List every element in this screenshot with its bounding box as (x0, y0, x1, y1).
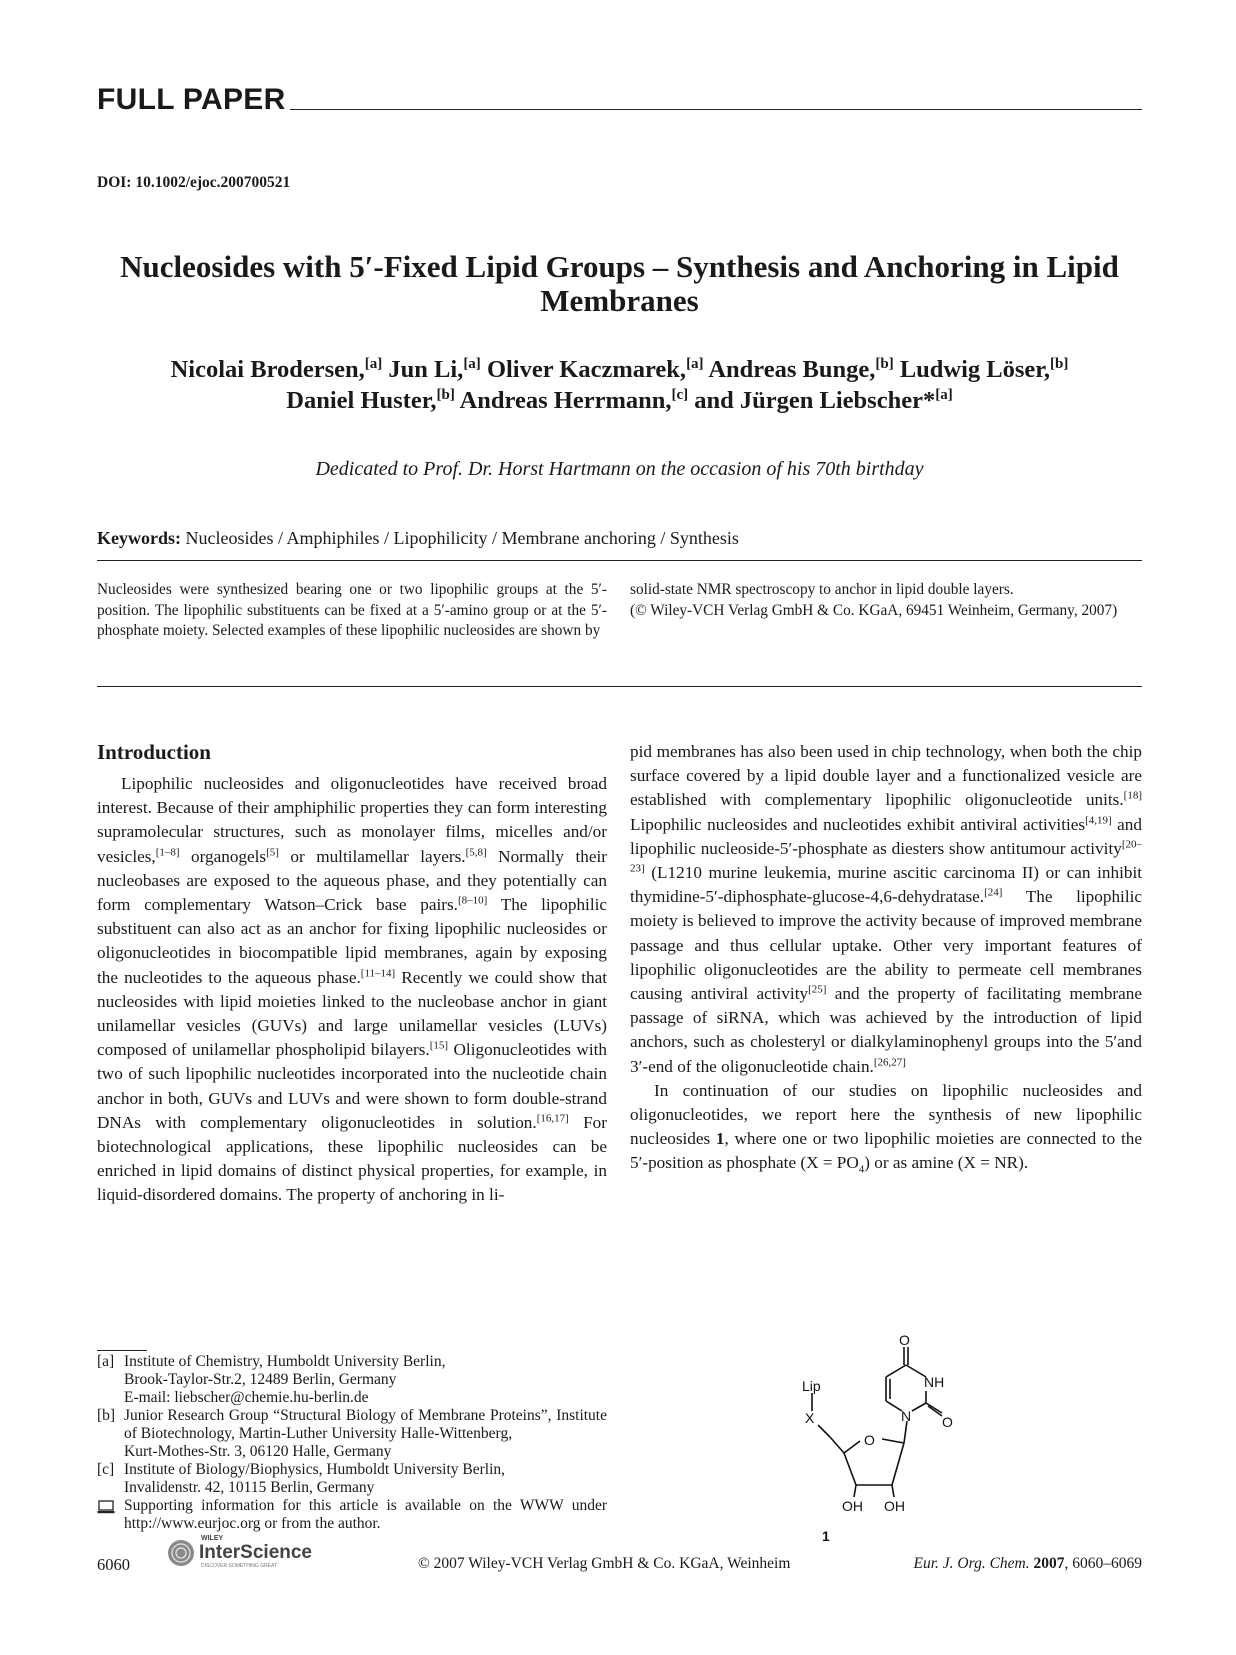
atom-label: O (942, 1414, 953, 1430)
atom-label: O (899, 1332, 910, 1348)
dedication: Dedicated to Prof. Dr. Horst Hartmann on the occasion of his 70th birthday (315, 458, 924, 480)
abstract-right (630, 580, 1142, 621)
compound-label: 1 (822, 1528, 830, 1544)
bond (892, 1485, 894, 1497)
abstract-rule (97, 686, 1142, 687)
keywords-label: Keywords: (97, 528, 181, 548)
bond (882, 1439, 904, 1443)
author-affiliation-mark: [a] (935, 386, 953, 403)
journal-name: Eur. J. Org. Chem. (913, 1555, 1030, 1572)
computer-icon (97, 1500, 115, 1514)
footnote-line: Junior Research Group “Structural Biology of Membrane Proteins”, Institute of Biotechnology, Martin-Luther University Halle-Wittenberg, (124, 1407, 607, 1442)
citation-ref: [18] (1123, 789, 1142, 802)
atom-label: O (864, 1432, 875, 1448)
citation-ref: [24] (984, 886, 1003, 899)
author-affiliation-mark: [a] (686, 355, 704, 372)
footnote-mark: [c] (97, 1461, 115, 1478)
footnote-mark: [b] (97, 1407, 116, 1424)
atom-label: NH (924, 1374, 945, 1390)
bond (926, 1403, 942, 1413)
citation-ref: [1–8] (155, 845, 180, 858)
bond (818, 1425, 830, 1437)
citation-ref: [15] (429, 1039, 449, 1052)
citation-ref: [5,8] (465, 845, 487, 858)
author-name: Ludwig Löser, (899, 356, 1051, 383)
citation-ref: [8–10] (457, 894, 488, 907)
section-heading-introduction: Introduction (97, 740, 211, 764)
atom-label: OH (884, 1498, 905, 1514)
bond (892, 1443, 904, 1485)
bond (854, 1485, 856, 1497)
doi: DOI: 10.1002/ejoc.200700521 (97, 174, 291, 191)
author-affiliation-mark: [c] (671, 386, 689, 403)
footnote-line: Institute of Chemistry, Humboldt University Berlin, (124, 1353, 446, 1370)
author-name: and Jürgen Liebscher* (694, 387, 936, 414)
author-name: Jun Li, (388, 356, 464, 383)
logo-main-text: InterScience (199, 1542, 312, 1563)
footnote (97, 1497, 607, 1533)
chemical-structure (780, 1325, 1040, 1545)
intro-paragraph-2: In continuation of our studies on lipophilic nucleosides and oligonucleotides, we report here the synthesis of new lipophilic nucleosides 1, where one or two lipophilic moieties are connected to the 5′-position as phosphate $(X = PO_4)$ or as amine (X = NR). (630, 1080, 1142, 1176)
bond (844, 1441, 860, 1453)
keywords-text: Nucleosides / Amphiphiles / Lipophilicity / Membrane anchoring / Synthesis (185, 528, 739, 548)
abstract-right-text: solid-state NMR spectroscopy to anchor in lipid double layers. (630, 581, 1014, 598)
footnote-mark: [a] (97, 1353, 115, 1370)
journal-pages: , 6060–6069 (1064, 1555, 1142, 1572)
keywords-rule (97, 560, 1142, 561)
citation-ref: [11–14] (360, 966, 396, 979)
citation-ref: [20–23] (630, 838, 1142, 875)
intro-column-right (630, 740, 1142, 1176)
bond (830, 1437, 844, 1453)
footnote (97, 1407, 607, 1461)
citation-ref: [5] (266, 845, 279, 858)
article-title: Nucleosides with 5′-Fixed Lipid Groups – Synthesis and Anchoring in Lipid Membranes (120, 249, 1119, 318)
footnote-line: Kurt-Mothes-Str. 3, 06120 Halle, Germany (124, 1443, 392, 1460)
author-name: Nicolai Brodersen, (170, 356, 365, 383)
author-affiliation-mark: [b] (875, 355, 894, 372)
page-number: 6060 (97, 1555, 130, 1574)
author-affiliation-mark: [b] (436, 386, 455, 403)
logo-small-text: WILEY (201, 1535, 224, 1542)
logo-tagline: DISCOVER SOMETHING GREAT (201, 1563, 278, 1569)
affiliation-footnotes (97, 1353, 607, 1533)
footnote-line: Institute of Biology/Biophysics, Humboldt University Berlin, (124, 1461, 506, 1478)
bond (886, 1401, 902, 1411)
atom-label: N (901, 1408, 912, 1424)
page-header (97, 82, 1142, 118)
keywords (97, 528, 739, 549)
citation-ref: [4,19] (1085, 813, 1112, 826)
footnote-rule (97, 1350, 147, 1351)
footnote (97, 1353, 607, 1407)
citation-ref: [16,17] (536, 1112, 569, 1125)
journal-citation (914, 1555, 1142, 1573)
citation-ref: [25] (808, 983, 827, 996)
author-name: Andreas Bunge, (708, 356, 876, 383)
intro-paragraph-1: Lipophilic nucleosides and oligonucleotides have received broad interest. Because of their amphiphilic properties they can form interesting supramolecular structures, such as monolayer films, micelles and/or vesicles,[1–8] organogels[5] or multilamellar layers.[5,8] Normally their nucleobases are exposed to the aqueous phase, and they potentially can form complementary Watson–Crick base pairs.[8–10] The lipophilic substituent can also act as an anchor for fixing lipophilic nucleosides or oligonucleotides in biocompatible lipid membranes, again by exposing the nucleotides to the aqueous phase.[11–14] Recently we could show that nucleosides with lipid moieties linked to the nucleobase anchor in giant unilamellar vesicles (GUVs) and large unilamellar vesicles (LUVs) composed of unilamellar phospholipid bilayers.[15] Oligonucleotides with two of such lipophilic nucleotides incorporated into the nucleotide chain anchor in both, GUVs and LUVs and were shown to form double-strand DNAs with complementary oligonucleotides in solution.[16,17] For biotechnological applications, these lipophilic nucleosides can be enriched in lipid domains of distinct physical properties, for example, in liquid-disordered domains. The property of anchoring in li- (97, 774, 607, 1205)
footnote-line: Brook-Taylor-Str.2, 12489 Berlin, Germany (124, 1371, 397, 1388)
bond (906, 1365, 926, 1377)
author-name: Andreas Herrmann, (459, 387, 672, 414)
journal-year: 2007 (1033, 1555, 1065, 1572)
section-label: FULL PAPER (97, 83, 286, 116)
atom-label: OH (842, 1498, 863, 1514)
atom-label: Lip (802, 1378, 821, 1394)
bond (886, 1365, 906, 1377)
bond (912, 1403, 926, 1411)
atom-label: X (805, 1410, 815, 1426)
author-name: Daniel Huster, (286, 387, 437, 414)
intro-paragraph-1-cont: pid membranes has also been used in chip technology, when both the chip surface covered by a lipid double layer and a functionalized vesicle are established with complementary lipophilic oligonucleotide units.[18] Lipophilic nucleosides and nucleotides exhibit antiviral activities[4,19] and lipophilic nucleoside-5′-phosphate as diesters show antitumour activity[20–23] (L1210 murine leukemia, murine ascitic carcinoma II) or can inhibit thymidine-5′-diphosphate-glucose-4,6-dehydratase.[24] The lipophilic moiety is believed to improve the activity because of improved membrane passage and thus cellular uptake. Other very important features of lipophilic oligonucleotides are the ability to permeate cell membranes causing antiviral activity[25] and the property of facilitating membrane passage of siRNA, which was achieved by the introduction of lipid anchors, such as cholesteryl or dialkylaminophenyl groups into the 5′and 3′-end of the oligonucleotide chain.[26,27] (630, 742, 1142, 1076)
interscience-logo (165, 1532, 335, 1570)
header-rule (290, 109, 1142, 110)
abstract-left: Nucleosides were synthesized bearing one or two lipophilic groups at the 5′-position. The lipophilic substituents can be fixed at a 5′-amino group or at the 5′-phosphate moiety. Selected examples of these lipophilic nucleosides are shown by (97, 581, 607, 639)
citation-ref: [26,27] (873, 1055, 906, 1068)
footnote-line: Invalidenstr. 42, 10115 Berlin, Germany (124, 1479, 375, 1496)
footnote (97, 1461, 607, 1497)
footer-copyright: © 2007 Wiley-VCH Verlag GmbH & Co. KGaA, Weinheim (418, 1555, 791, 1572)
intro-column-left (97, 772, 607, 1208)
author-affiliation-mark: [a] (364, 355, 383, 372)
author-affiliation-mark: [b] (1050, 355, 1069, 372)
footnote-line: Supporting information for this article is available on the WWW under http://www.eurjoc.org or from the author. (124, 1497, 607, 1532)
compound-ref: 1 (715, 1129, 725, 1149)
bond (904, 1421, 907, 1443)
subscript: 4 (858, 1163, 865, 1176)
abstract-copyright: (© Wiley-VCH Verlag GmbH & Co. KGaA, 69451 Weinheim, Germany, 2007) (630, 601, 1118, 619)
author-name: Oliver Kaczmarek, (486, 356, 687, 383)
author-list (97, 354, 1142, 416)
author-affiliation-mark: [a] (463, 355, 481, 372)
bond (844, 1453, 856, 1485)
footnote-line: E-mail: liebscher@chemie.hu-berlin.de (124, 1389, 369, 1406)
